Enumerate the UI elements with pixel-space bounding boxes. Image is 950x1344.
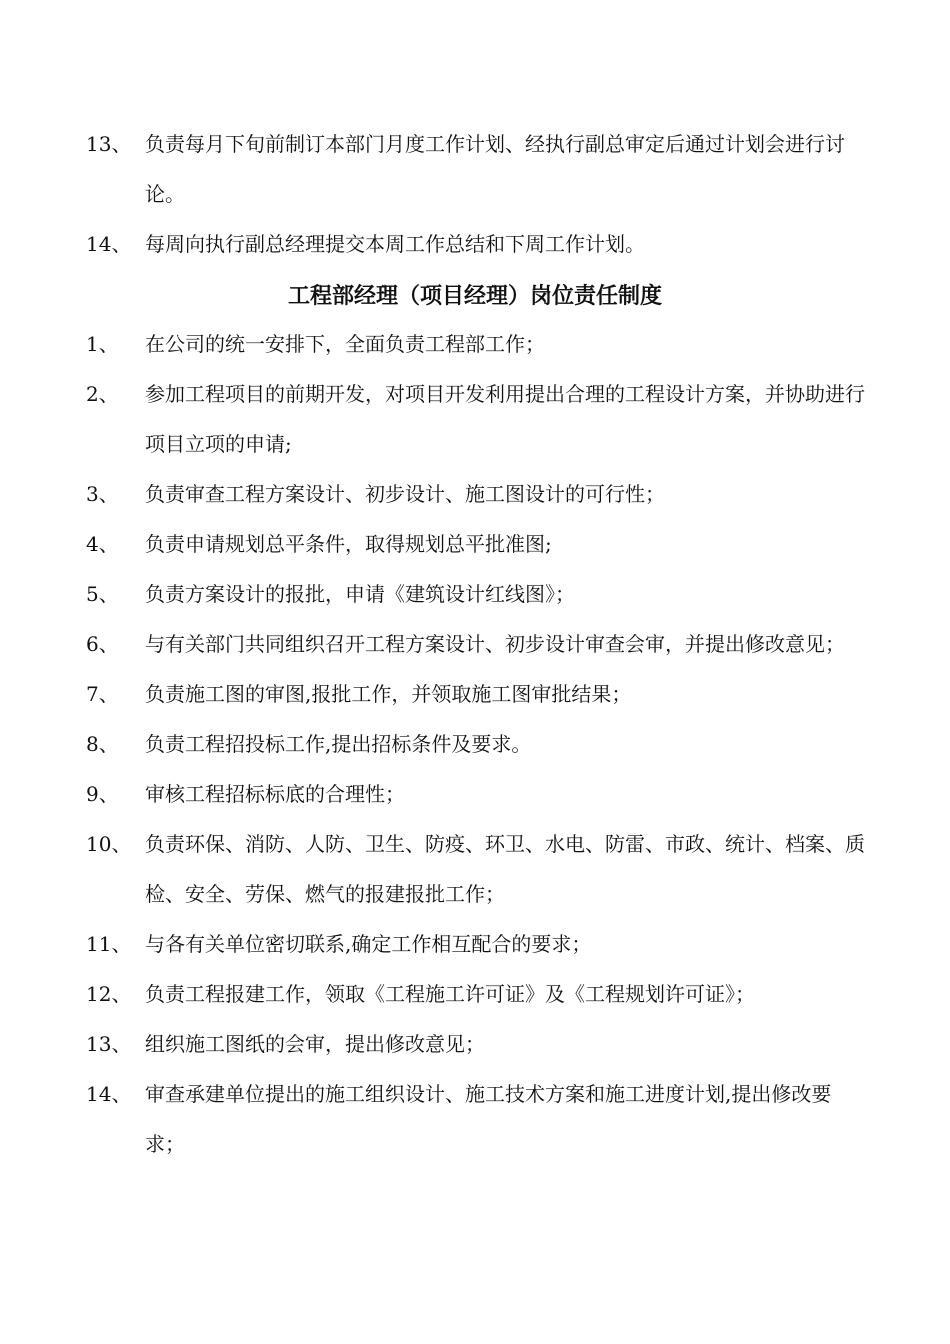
- list-item: [0, 919, 950, 969]
- item-text: 与各有关单位密切联系,确定工作相互配合的要求；: [145, 932, 592, 956]
- list-item: [0, 1019, 950, 1069]
- item-number: 1、: [86, 332, 119, 356]
- item-text: 在公司的统一安排下，全面负责工程部工作；: [145, 332, 545, 356]
- item-text: 审核工程招标标底的合理性；: [145, 782, 405, 806]
- item-text: 负责申请规划总平条件，取得规划总平批准图;: [145, 532, 552, 556]
- list-item: [0, 469, 950, 519]
- item-text: 组织施工图纸的会审，提出修改意见；: [145, 1032, 485, 1056]
- duty-list: [0, 319, 950, 1169]
- item-text: 负责工程招投标工作,提出招标条件及要求。: [145, 732, 532, 756]
- item-number: 6、: [86, 632, 119, 656]
- list-item: [0, 669, 950, 719]
- item-text: 每周向执行副总经理提交本周工作总结和下周工作计划。: [145, 232, 645, 256]
- item-number: 14、: [86, 232, 132, 256]
- item-text: 负责施工图的审图,报批工作，并领取施工图审批结果；: [145, 682, 632, 706]
- list-item: [0, 969, 950, 1019]
- item-number: 3、: [86, 482, 119, 506]
- list-item: [0, 719, 950, 769]
- item-number: 14、: [86, 1082, 132, 1106]
- list-item: [0, 619, 950, 669]
- list-item: [0, 1069, 950, 1169]
- list-item: [0, 119, 950, 219]
- item-number: 10、: [86, 832, 132, 856]
- item-number: 5、: [86, 582, 119, 606]
- item-number: 11、: [86, 932, 132, 956]
- list-item: [0, 819, 950, 919]
- list-item: [0, 519, 950, 569]
- item-text: 与有关部门共同组织召开工程方案设计、初步设计审查会审，并提出修改意见；: [145, 632, 845, 656]
- list-item: [0, 369, 950, 469]
- item-text: 负责工程报建工作，领取《工程施工许可证》及《工程规划许可证》；: [145, 982, 755, 1006]
- item-number: 7、: [86, 682, 119, 706]
- list-item: [0, 319, 950, 369]
- item-text: 负责环保、消防、人防、卫生、防疫、环卫、水电、防雷、市政、统计、档案、质检、安全、劳保、燃气的报建报批工作；: [145, 832, 865, 906]
- list-item: [0, 569, 950, 619]
- item-number: 2、: [86, 382, 119, 406]
- item-number: 13、: [86, 1032, 132, 1056]
- continued-duty-list: [0, 119, 950, 269]
- item-number: 4、: [86, 532, 119, 556]
- item-text: 参加工程项目的前期开发，对项目开发利用提出合理的工程设计方案，并协助进行项目立项的申请;: [145, 382, 865, 456]
- item-number: 13、: [86, 132, 132, 156]
- item-number: 12、: [86, 982, 132, 1006]
- item-number: 8、: [86, 732, 119, 756]
- list-item: [0, 769, 950, 819]
- item-text: 负责审查工程方案设计、初步设计、施工图设计的可行性；: [145, 482, 665, 506]
- item-text: 负责方案设计的报批，申请《建筑设计红线图》；: [145, 582, 575, 606]
- item-number: 9、: [86, 782, 119, 806]
- item-text: 负责每月下旬前制订本部门月度工作计划、经执行副总审定后通过计划会进行讨论。: [145, 132, 845, 206]
- item-text: 审查承建单位提出的施工组织设计、施工技术方案和施工进度计划,提出修改要求；: [145, 1082, 832, 1156]
- list-item: [0, 219, 950, 269]
- section-title: 工程部经理（项目经理）岗位责任制度: [287, 283, 662, 309]
